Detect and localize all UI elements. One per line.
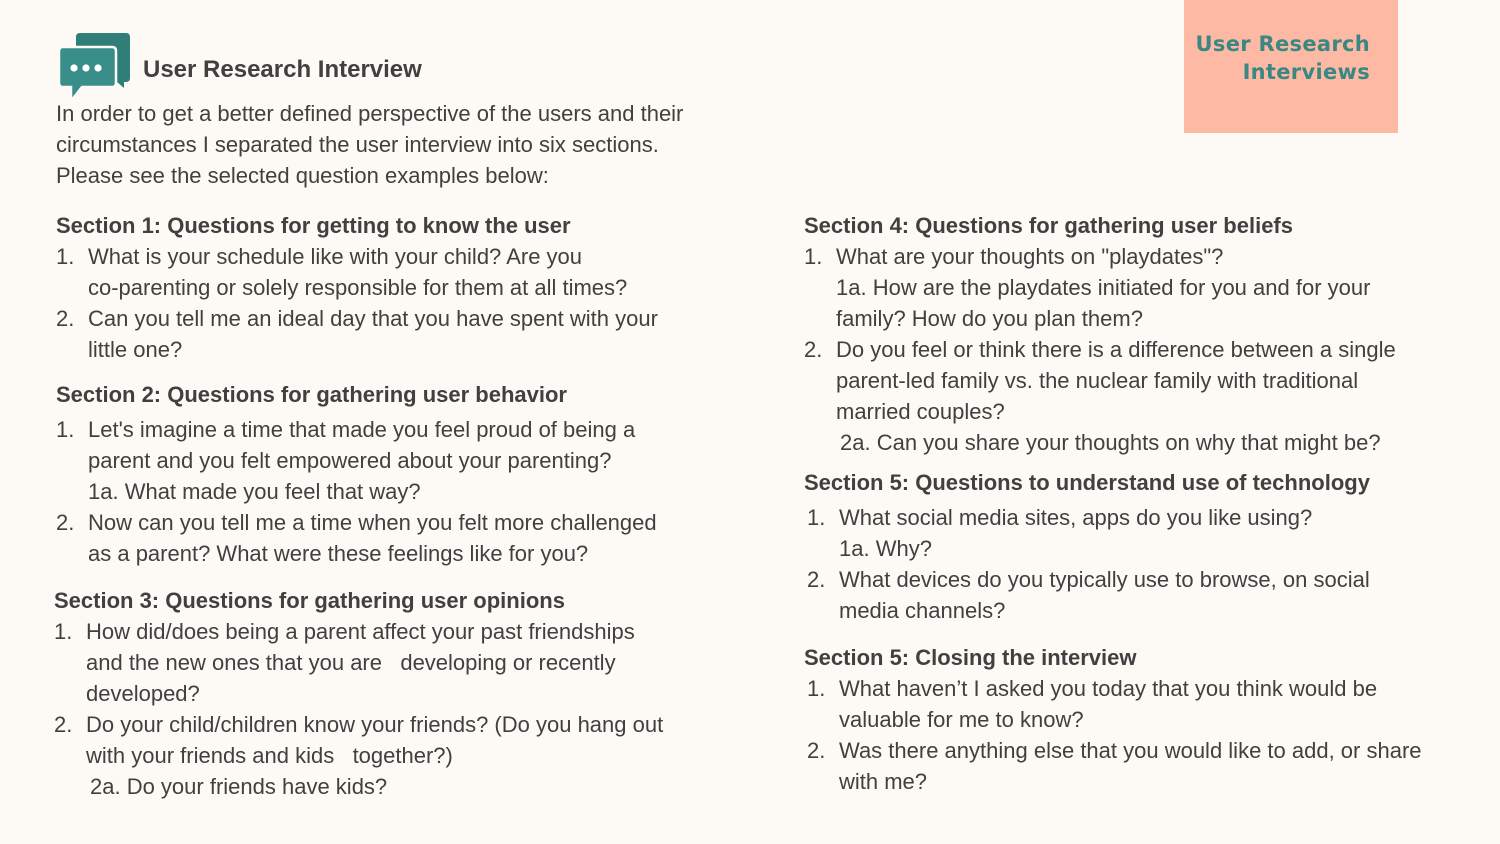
question-line: Can you tell me an ideal day that you have spent with your xyxy=(88,306,658,331)
question-item xyxy=(56,241,756,303)
question-line: What are your thoughts on "playdates"? xyxy=(836,244,1224,269)
sub-question: 2a. Can you share your thoughts on why that might be? xyxy=(840,430,1381,455)
question-number: 1. xyxy=(54,619,73,644)
question-item xyxy=(804,241,1484,334)
sub-question: 1a. What made you feel that way? xyxy=(88,479,421,504)
question-item xyxy=(54,616,756,709)
question-line: Now can you tell me a time when you felt more challenged xyxy=(88,510,657,535)
question-line: Was there anything else that you would like to add, or share xyxy=(839,738,1422,763)
intro-line: circumstances I separated the user interview into six sections. xyxy=(56,132,659,157)
section-title: Section 2: Questions for gathering user behavior xyxy=(56,382,567,407)
section-tag xyxy=(1184,0,1398,133)
question-line: developed? xyxy=(86,681,200,706)
question-line: Do you feel or think there is a difference between a single xyxy=(836,337,1396,362)
section-1 xyxy=(56,210,756,365)
question-line: Let's imagine a time that made you feel proud of being a xyxy=(88,417,636,442)
question-line: parent and you felt empowered about your parenting? xyxy=(88,448,612,473)
question-line: married couples? xyxy=(836,399,1005,424)
question-item xyxy=(807,735,1484,797)
sub-question: 2a. Do your friends have kids? xyxy=(90,774,388,799)
section-title: Section 5: Closing the interview xyxy=(804,645,1137,670)
sub-question: 1a. Why? xyxy=(839,536,932,561)
question-item xyxy=(56,507,756,569)
intro-line: In order to get a better defined perspective of the users and their xyxy=(56,101,684,126)
question-line: co-parenting or solely responsible for them at all times? xyxy=(88,275,628,300)
question-number: 2. xyxy=(56,306,75,331)
page-title: User Research Interview xyxy=(143,56,422,83)
section-5 xyxy=(804,467,1484,626)
question-line: and the new ones that you are developing or recently xyxy=(86,650,616,675)
section-6 xyxy=(804,642,1484,797)
question-line: media channels? xyxy=(839,598,1006,623)
question-number: 1. xyxy=(804,244,823,269)
question-number: 1. xyxy=(807,676,826,701)
section-tag-line1: User Research xyxy=(1195,32,1370,56)
section-title: Section 4: Questions for gathering user beliefs xyxy=(804,213,1293,238)
question-line: as a parent? What were these feelings like for you? xyxy=(88,541,589,566)
question-line: How did/does being a parent affect your past friendships xyxy=(86,619,635,644)
question-number: 1. xyxy=(807,505,826,530)
right-column xyxy=(804,210,1484,797)
section-title: Section 1: Questions for getting to know the user xyxy=(56,213,571,238)
question-item xyxy=(804,334,1484,458)
question-line: Do your child/children know your friends? (Do you hang out xyxy=(86,712,664,737)
question-line: valuable for me to know? xyxy=(839,707,1084,732)
question-line: with your friends and kids together?) xyxy=(86,743,453,768)
question-number: 1. xyxy=(56,244,75,269)
sub-question: 1a. How are the playdates initiated for you and for your xyxy=(836,275,1371,300)
question-number: 2. xyxy=(807,567,826,592)
question-line: little one? xyxy=(88,337,183,362)
question-line: What haven’t I asked you today that you think would be xyxy=(839,676,1378,701)
sub-question: family? How do you plan them? xyxy=(836,306,1143,331)
section-4 xyxy=(804,210,1484,458)
question-item xyxy=(56,303,756,365)
question-item xyxy=(54,709,756,802)
question-line: What social media sites, apps do you like using? xyxy=(839,505,1313,530)
intro-line: Please see the selected question examples below: xyxy=(56,163,549,188)
question-line: What is your schedule like with your child? Are you xyxy=(88,244,583,269)
question-number: 2. xyxy=(54,712,73,737)
left-column xyxy=(56,210,756,802)
section-tag-line2: Interviews xyxy=(1242,60,1370,84)
question-item xyxy=(807,564,1484,626)
question-number: 2. xyxy=(807,738,826,763)
question-number: 2. xyxy=(804,337,823,362)
question-item xyxy=(807,673,1484,735)
intro-text xyxy=(56,98,736,191)
question-item xyxy=(807,502,1484,564)
question-line: parent-led family vs. the nuclear family with traditional xyxy=(836,368,1359,393)
question-line: What devices do you typically use to browse, on social xyxy=(839,567,1370,592)
question-number: 1. xyxy=(56,417,75,442)
section-title: Section 5: Questions to understand use of technology xyxy=(804,470,1370,495)
section-3 xyxy=(54,585,756,802)
question-number: 2. xyxy=(56,510,75,535)
section-title: Section 3: Questions for gathering user opinions xyxy=(54,588,565,613)
chat-bubbles-icon xyxy=(58,32,132,102)
question-line: with me? xyxy=(839,769,928,794)
question-item xyxy=(56,414,756,507)
section-2 xyxy=(56,379,756,569)
